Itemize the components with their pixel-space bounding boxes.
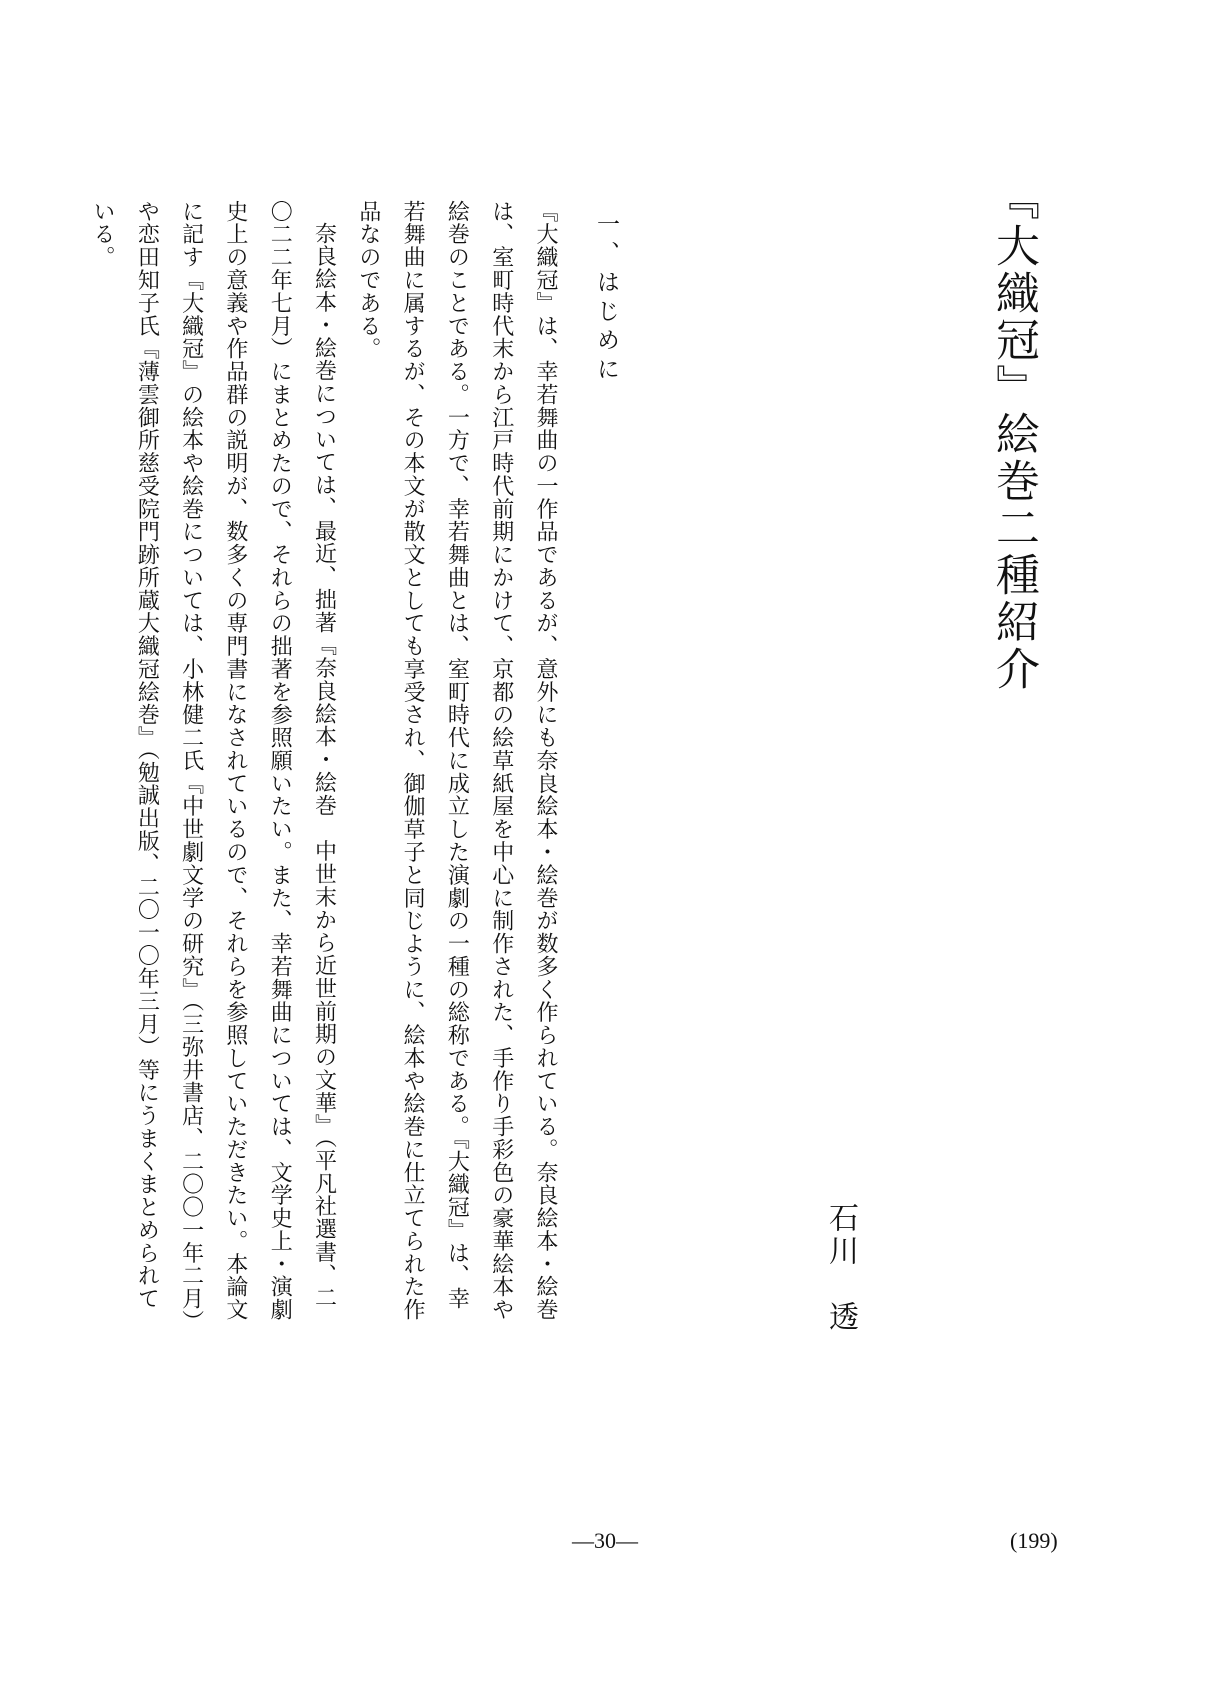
body-paragraph: 奈良絵本・絵巻については、最近、拙著『奈良絵本・絵巻 中世末から近世前期の文華』（平凡社選書、二〇二二年七月）にまとめたので、それらの拙著を参照願いたい。また、幸若舞曲については、文学史上・演劇史上の意義や作品群の説明が、数多くの専門書になされているので、それらを参照していただきたい。本論文に記す『大織冠』の絵本や絵巻については、小林健二氏『中世劇文学の研究』（三弥井書店、二〇〇一年二月）や恋田知子氏『薄雲御所慈受院門跡所蔵大織冠絵巻』（勉誠出版、二〇一〇年三月）等にうまくまとめられている。	[90, 200, 337, 1322]
body-paragraph: 『大織冠』は、幸若舞曲の一作品であるが、意外にも奈良絵本・絵巻が数多く作られている。奈良絵本・絵巻は、室町時代末から江戸時代前期にかけて、京都の絵草紙屋を中心に制作された、手作り手彩色の豪華絵本や絵巻のことである。一方で、幸若舞曲とは、室町時代に成立した演劇の一種の総称である。『大織冠』は、幸若舞曲に属するが、その本文が散文としても享受され、御伽草子と同じように、絵本や絵巻に仕立てられた作品なのである。	[355, 200, 558, 1322]
page-number: —30—	[572, 1528, 638, 1553]
author-name: 石川 透	[823, 1202, 858, 1334]
section-heading: 一、はじめに	[593, 212, 619, 386]
article-body	[80, 200, 567, 1322]
page-number-alt: (199)	[1010, 1528, 1058, 1553]
article-title: 『大織冠』絵巻二種紹介	[988, 176, 1039, 693]
